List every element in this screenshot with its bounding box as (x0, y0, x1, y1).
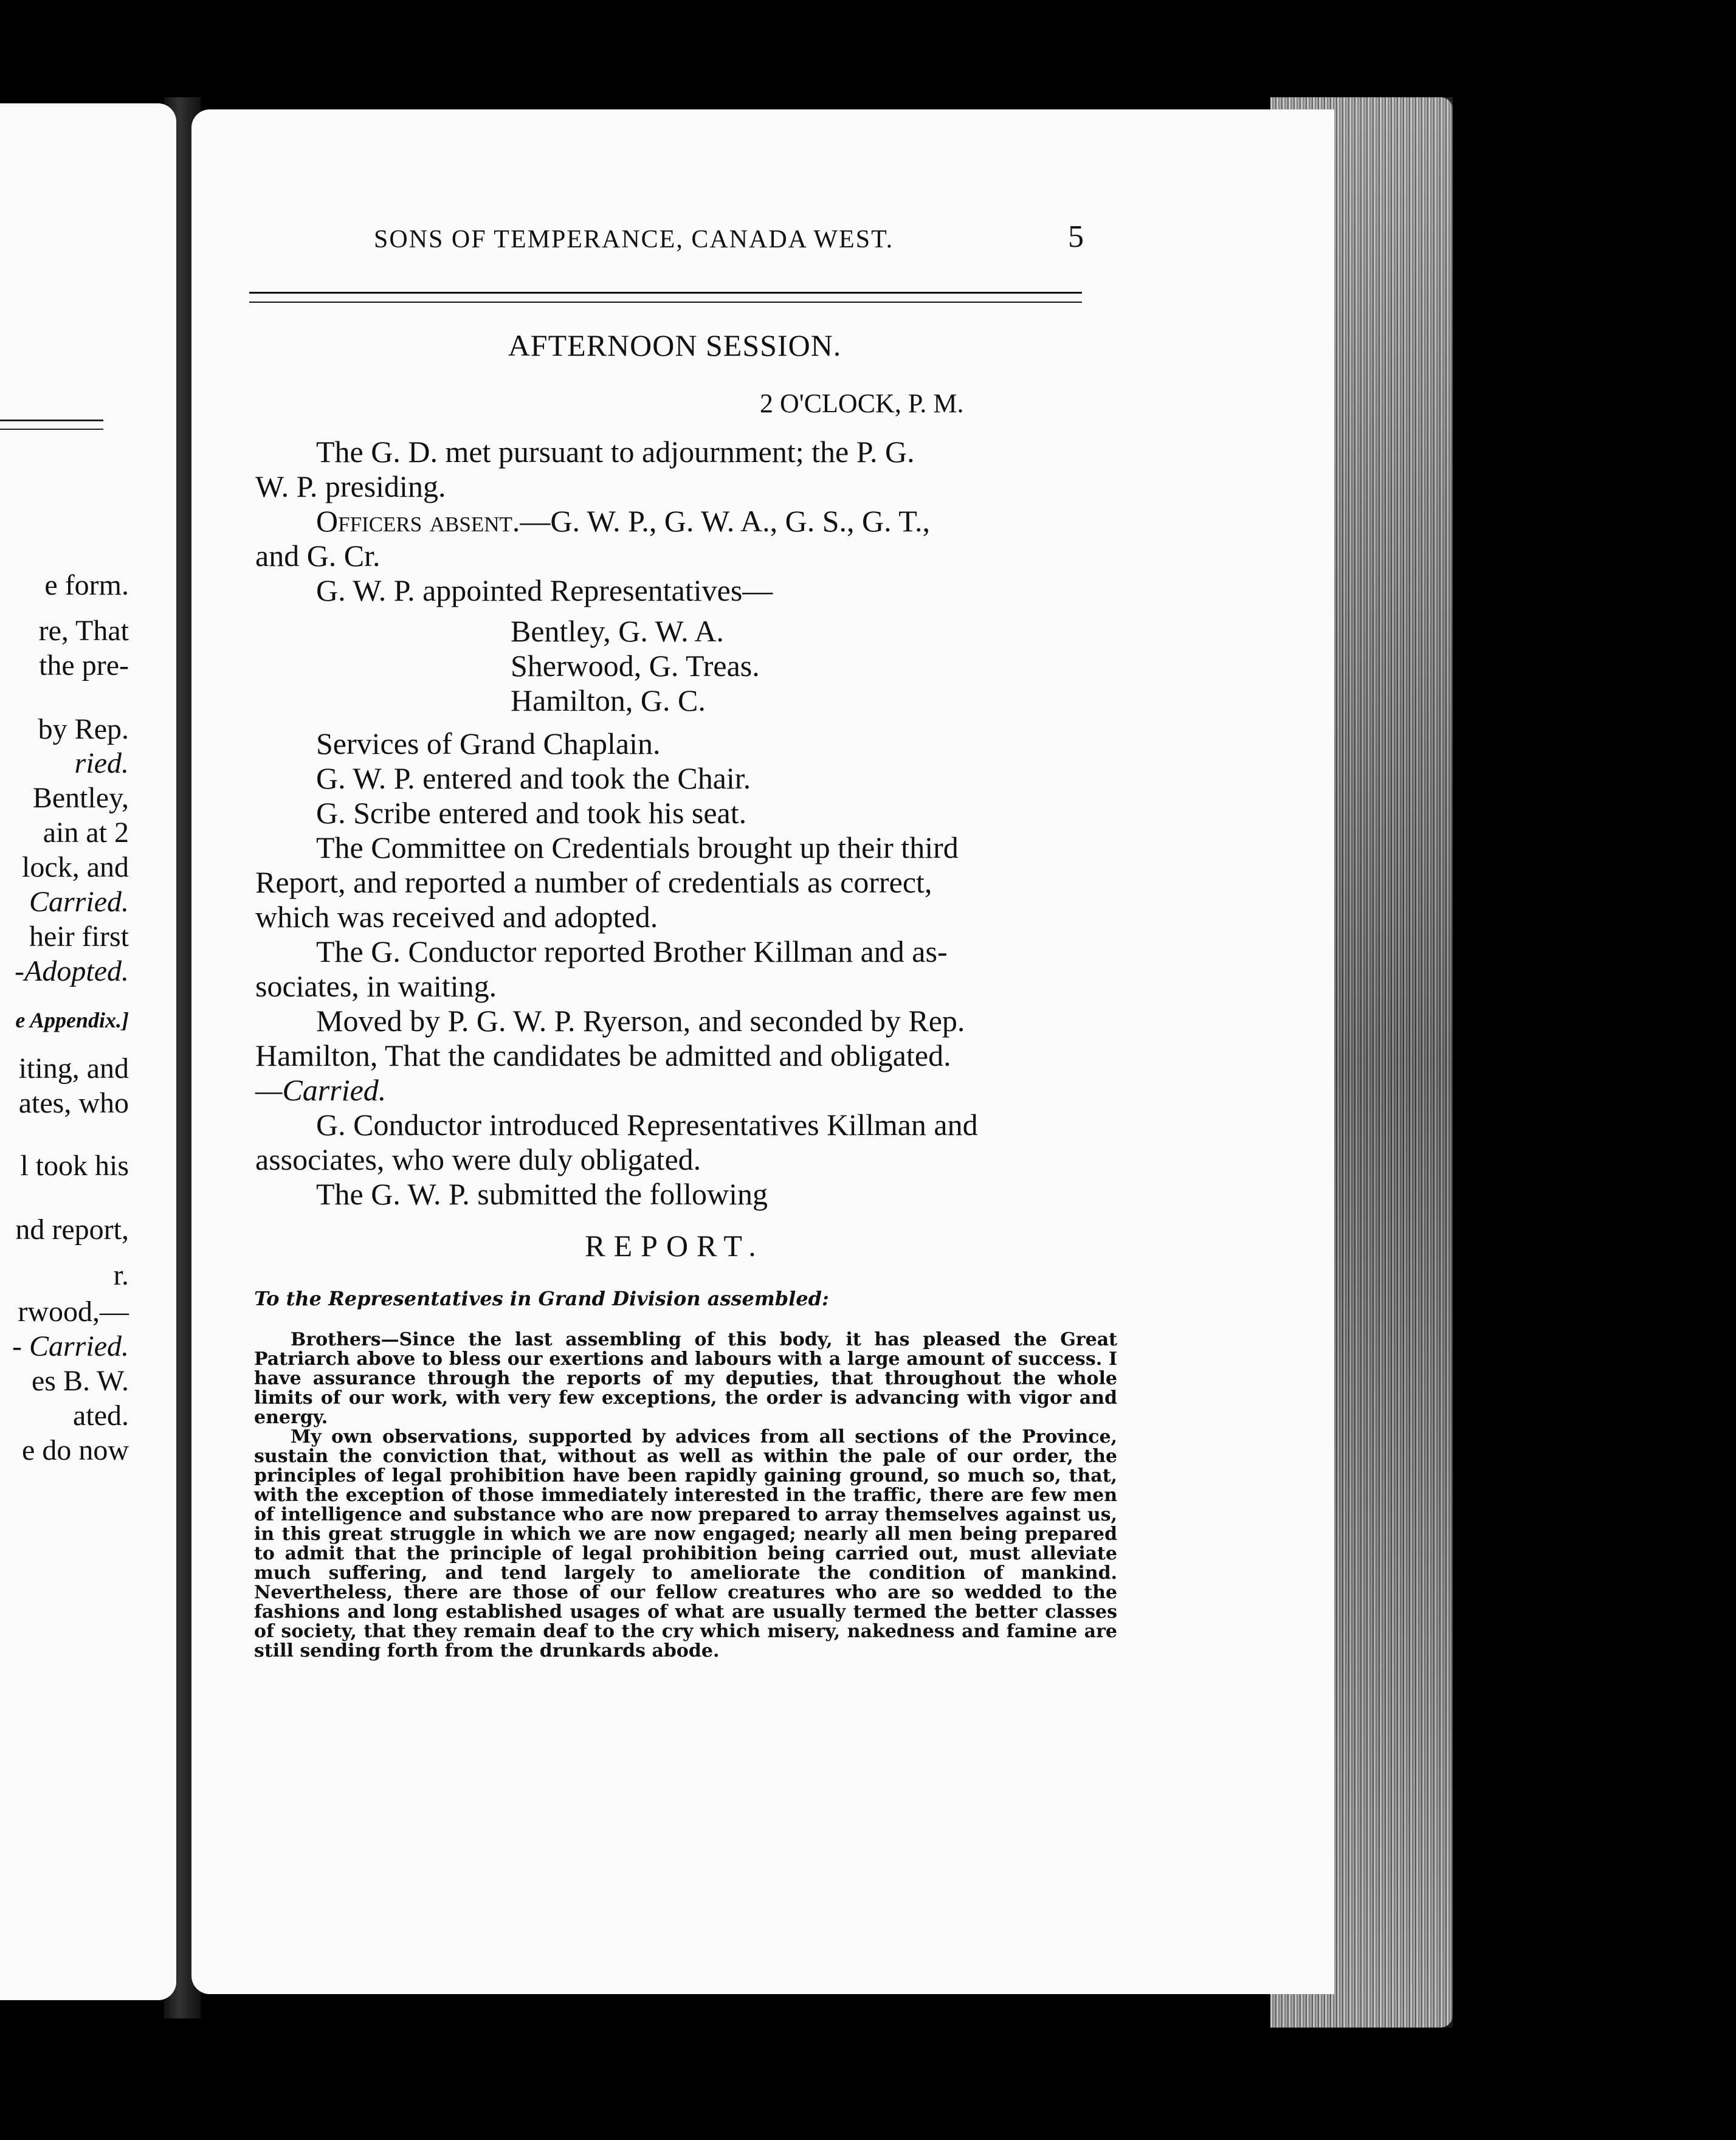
text-line: Sherwood, G. Treas. (511, 649, 760, 683)
text-line: Report, and reported a number of credentials as correct, (255, 865, 932, 899)
left-fragment: ried. (74, 747, 129, 779)
text-line: Moved by P. G. W. P. Ryerson, and seconded by Rep. (316, 1004, 965, 1038)
left-fragment: - Carried. (12, 1330, 129, 1362)
left-fragment: nd report, (15, 1213, 129, 1246)
header-rule-2 (249, 302, 1082, 303)
text-line: G. W. P. appointed Representatives— (316, 573, 773, 607)
text-line: Bentley, G. W. A. (511, 614, 724, 648)
left-fragment: rwood,— (18, 1296, 129, 1328)
report-address: To the Representatives in Grand Division assembled: (254, 1287, 829, 1310)
text-line: G. W. P. entered and took the Chair. (316, 761, 751, 795)
report-paragraph: Brothers—Since the last assembling of this body, it has pleased the Great Patriarch above to bless our exertions and labours with a large amount of success. I have assurance through the reports of my deputies, that throughout the whole limits of our work, with very few exceptions, the order is advancing with vigor and energy. (254, 1329, 1117, 1428)
left-fragment: the pre- (39, 649, 129, 682)
left-fragment: re, That (38, 615, 129, 647)
text-line (316, 504, 930, 539)
section-title: AFTERNOON SESSION. (508, 328, 842, 362)
left-fragment: r. (113, 1259, 129, 1291)
left-fragment: heir first (29, 920, 129, 953)
left-fragment: ain at 2 (43, 816, 129, 849)
left-fragment: e do now (22, 1434, 129, 1466)
left-fragment: by Rep. (38, 713, 129, 745)
left-header-rule-2 (0, 429, 103, 430)
text-line: Services of Grand Chaplain. (316, 727, 661, 761)
left-fragment: -Adopted. (15, 955, 129, 987)
left-fragment: e form. (44, 569, 129, 601)
text-line: which was received and adopted. (255, 900, 658, 934)
text-line: and G. Cr. (255, 539, 381, 573)
text-line: The G. W. P. submitted the following (316, 1177, 768, 1211)
left-page (0, 103, 176, 2000)
text-line: The G. D. met pursuant to adjournment; the P. G. (316, 435, 915, 469)
text-line: W. P. presiding. (255, 469, 446, 503)
text-line: associates, who were duly obligated. (255, 1142, 701, 1176)
left-fragment: ated. (73, 1400, 129, 1432)
text-line: Hamilton, That the candidates be admitted and obligated. (255, 1038, 951, 1072)
text-line: —Carried. (255, 1073, 387, 1107)
left-fragment: iting, and (18, 1052, 129, 1085)
report-heading: REPORT. (585, 1229, 765, 1263)
left-fragment: Bentley, (32, 782, 129, 814)
left-fragment: l took his (20, 1150, 129, 1182)
report-body (254, 1289, 1117, 1661)
left-fragment: es B. W. (31, 1365, 129, 1397)
officers-absent-list: —G. W. P., G. W. A., G. S., G. T., (520, 504, 931, 538)
left-fragment: lock, and (22, 851, 129, 883)
left-fragment: Carried. (29, 886, 129, 918)
text-line: Hamilton, G. C. (511, 683, 706, 717)
text-line: The Committee on Credentials brought up their third (316, 830, 959, 865)
text-line: G. Scribe entered and took his seat. (316, 796, 747, 830)
page-number: 5 (1068, 219, 1085, 254)
text-line: The G. Conductor reported Brother Killman and as- (316, 934, 948, 968)
header-rule (249, 292, 1082, 294)
left-fragment: ates, who (18, 1087, 129, 1119)
session-time: 2 O'CLOCK, P. M. (760, 388, 964, 418)
text-line: G. Conductor introduced Representatives Killman and (316, 1108, 978, 1142)
report-paragraph: My own observations, supported by advices from all sections of the Province, sustain the conviction that, without as well as within the pale of our order, the principles of legal prohibition have been rapidly gaining ground, so much so, that, with the exception of those immediately interested in the traffic, there are few men of intelligence and substance who are now prepared to array themselves against us, in this great struggle in which we are now engaged; nearly all men being prepared to admit that the principle of legal prohibition being carried out, must alleviate much suffering, and tend largely to ameliorate the condition of mankind. Nevertheless, there are those of our fellow creatures who are so wedded to the fashions and long established usages of what are usually termed the better classes of society, that they remain deaf to the cry which misery, nakedness and famine are still sending forth from the drunkards abode. (254, 1426, 1117, 1662)
officers-absent-label: Officers absent. (316, 504, 520, 538)
left-header-rule (0, 419, 103, 421)
running-head-title: SONS OF TEMPERANCE, CANADA WEST. (374, 226, 894, 254)
left-fragment: e Appendix.] (15, 1008, 129, 1032)
text-line: sociates, in waiting. (255, 969, 497, 1003)
